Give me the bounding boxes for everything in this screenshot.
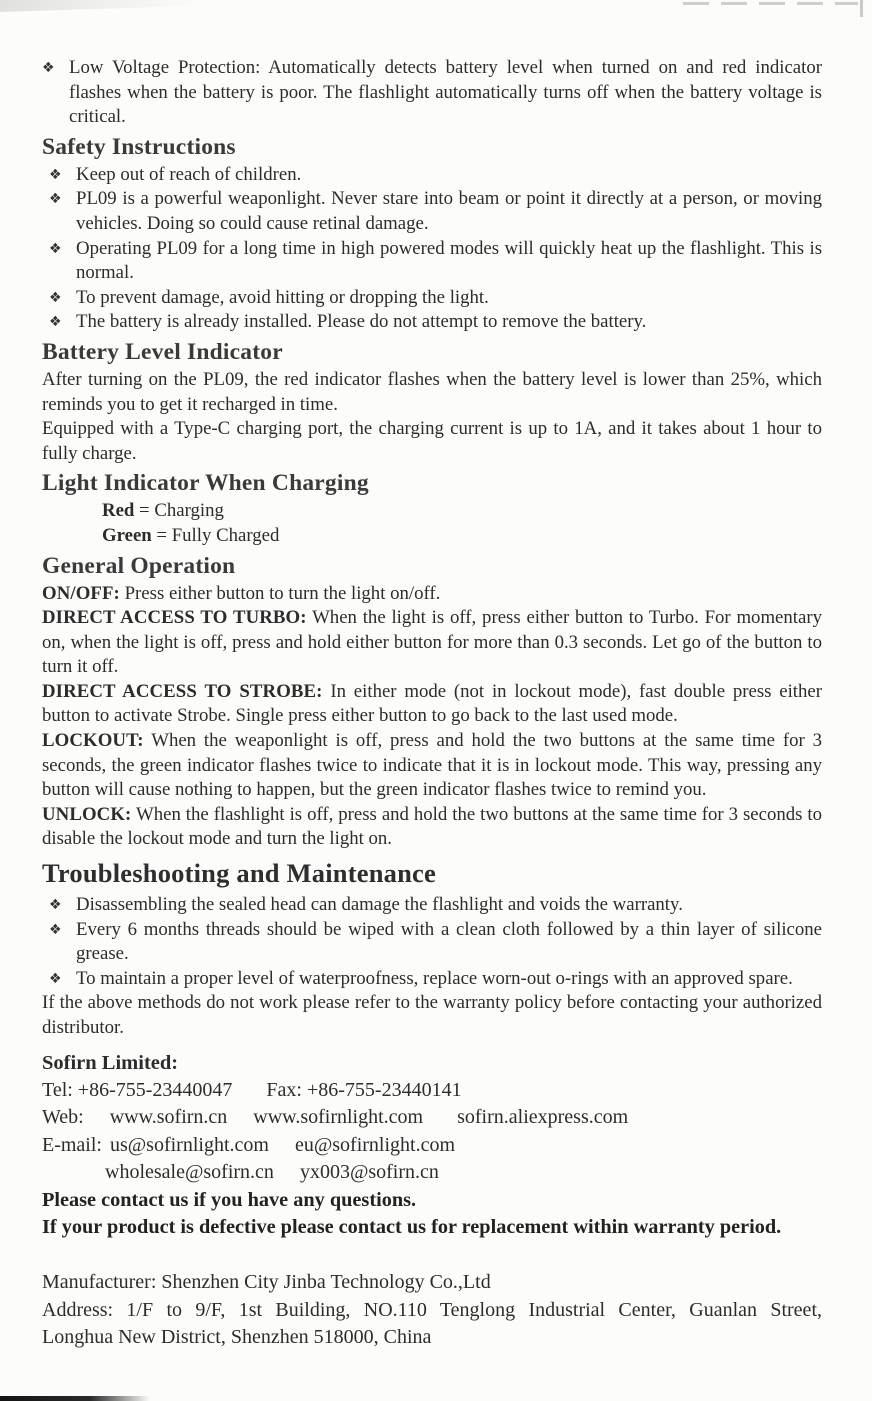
charging-legend-red [102, 499, 822, 524]
operation-entry-label: UNLOCK: [42, 803, 132, 825]
email-row-2 [105, 1159, 822, 1186]
fax-value: Fax: +86-755-23440141 [266, 1079, 462, 1101]
company-name: Sofirn Limited: [42, 1051, 179, 1074]
troubleshooting-bullet-text: Disassembling the sealed head can damage the flashlight and voids the warranty. [76, 894, 683, 916]
email-row-1 [42, 1132, 822, 1159]
operation-entry-label: DIRECT ACCESS TO TURBO: [42, 607, 307, 629]
address-line-2: Longhua New District, Shenzhen 518000, China [42, 1326, 432, 1349]
charging-color-meaning: = Charging [134, 500, 224, 522]
diamond-bullet-icon: ❖ [49, 314, 62, 331]
diamond-bullet-icon: ❖ [49, 897, 62, 914]
safety-bullet-text: Operating PL09 for a long time in high powered modes will quickly heat up the flashlight. This is normal. [76, 237, 822, 284]
intro-bullet-item [42, 56, 822, 130]
diamond-bullet-icon: ❖ [42, 60, 55, 76]
diamond-bullet-icon: ❖ [49, 240, 62, 257]
warranty-replacement-note: If your product is defective please contact us for replacement within warranty period. [42, 1215, 782, 1238]
heading-light-indicator-charging: Light Indicator When Charging [42, 470, 369, 497]
operation-entry-lockout [42, 729, 822, 803]
troubleshooting-bullet-text: To maintain a proper level of waterproofness, replace worn-out o-rings with an approved spare. [76, 967, 793, 989]
operation-entry-turbo [42, 606, 822, 680]
safety-bullet-list [49, 163, 822, 335]
list-item [49, 967, 822, 992]
operation-entry-strobe [42, 680, 822, 729]
list-item [49, 893, 822, 918]
heading-safety-instructions: Safety Instructions [42, 133, 236, 160]
diamond-bullet-icon: ❖ [49, 921, 62, 938]
heading-battery-level-indicator: Battery Level Indicator [42, 338, 283, 365]
troubleshooting-bullet-text: Every 6 months threads should be wiped with a clean cloth followed by a thin layer of silicone grease. [76, 918, 822, 965]
email-address: eu@sofirnlight.com [294, 1133, 456, 1156]
operation-entry-label: LOCKOUT: [42, 730, 144, 752]
charging-color-label: Green [102, 524, 152, 546]
troubleshooting-bullet-list [49, 893, 822, 991]
battery-paragraph: Equipped with a Type-C charging port, the charging current is up to 1A, and it takes about 1 hour to fully charge. [42, 418, 822, 464]
website-link: www.sofirn.cn [109, 1106, 228, 1129]
operation-entry-unlock [42, 803, 822, 852]
list-item [49, 163, 822, 188]
operation-entry-onoff [42, 582, 822, 607]
charging-color-label: Red [102, 500, 135, 522]
list-item [49, 286, 822, 311]
email-label: E-mail: [42, 1133, 102, 1156]
intro-bullet-text: Low Voltage Protection: Automatically detects battery level when turned on and red indicator flashes when the battery is poor. The flashlight automatically turns off when the battery voltage is critical. [69, 57, 822, 128]
operation-entry-text: Press either button to turn the light on/off. [119, 582, 441, 604]
web-row [42, 1104, 822, 1131]
list-item [49, 918, 822, 967]
operation-entry-label: ON/OFF: [42, 582, 120, 604]
operation-entry-label: DIRECT ACCESS TO STROBE: [42, 680, 323, 702]
website-link: www.sofirnlight.com [253, 1106, 424, 1129]
website-link: sofirn.aliexpress.com [457, 1106, 629, 1129]
battery-paragraph: After turning on the PL09, the red indicator flashes when the battery level is lower than 25%, which reminds you to get it recharged in time. [42, 368, 822, 415]
manufacturer-block [42, 1269, 822, 1352]
operation-entry-text: When the flashlight is off, press and hold the two buttons at the same time for 3 seconds to disable the lockout mode and turn the light on. [42, 803, 822, 850]
heading-troubleshooting-maintenance: Troubleshooting and Maintenance [42, 858, 436, 889]
scan-artifact-top-right [683, 2, 858, 5]
email-address: us@sofirnlight.com [109, 1133, 269, 1156]
safety-bullet-text: PL09 is a powerful weaponlight. Never stare into beam or point it directly at a person, or moving vehicles. Doing so could cause retinal damage. [76, 188, 822, 234]
diamond-bullet-icon: ❖ [49, 970, 62, 987]
heading-general-operation: General Operation [42, 552, 236, 579]
list-item [49, 310, 822, 335]
scan-artifact-bottom-left [0, 1396, 150, 1401]
diamond-bullet-icon: ❖ [49, 191, 62, 208]
list-item [49, 187, 822, 236]
charging-color-meaning: = Fully Charged [151, 524, 280, 546]
tel-fax-row [42, 1077, 822, 1104]
contact-block [42, 1050, 822, 1241]
scan-artifact-right-tick [860, 0, 863, 17]
web-label: Web: [42, 1106, 84, 1129]
email-address: wholesale@sofirn.cn [105, 1161, 274, 1184]
operation-entry-text: When the light is off, press either button to Turbo. For momentary on, when the light is off, press and hold either button for more than 0.3 seconds. Let go of the button to turn it off. [42, 607, 822, 678]
email-address: yx003@sofirn.cn [299, 1161, 439, 1184]
list-item [49, 237, 822, 286]
diamond-bullet-icon: ❖ [49, 289, 62, 306]
safety-bullet-text: To prevent damage, avoid hitting or dropping the light. [76, 286, 489, 308]
operation-entry-text: When the weaponlight is off, press and hold the two buttons at the same time for 3 seconds, the green indicator flashes twice to indicate that it is in lockout mode. This way, pressing any button will cause nothing to happen, but the green indicator flashes twice to remind you. [42, 730, 822, 801]
operation-entry-text: In either mode (not in lockout mode), fast double press either button to activate Strobe. Single press either button to go back to the last used mode. [42, 680, 823, 727]
charging-legend-green [102, 524, 822, 549]
contact-questions-note: Please contact us if you have any questions. [42, 1188, 417, 1211]
diamond-bullet-icon: ❖ [49, 166, 62, 183]
page-content [42, 56, 822, 1352]
safety-bullet-text: Keep out of reach of children. [76, 163, 302, 185]
troubleshooting-note: If the above methods do not work please refer to the warranty policy before contacting your authorized distributor. [42, 992, 822, 1038]
manufacturer-line: Manufacturer: Shenzhen City Jinba Technology Co.,Ltd [42, 1271, 491, 1294]
address-line-1: Address: 1/F to 9/F, 1st Building, NO.110 Tenglong Industrial Center, Guanlan Street, [42, 1298, 822, 1321]
safety-bullet-text: The battery is already installed. Please do not attempt to remove the battery. [76, 311, 647, 333]
scan-artifact-top-left [0, 0, 270, 12]
tel-value: Tel: +86-755-23440047 [42, 1079, 233, 1101]
